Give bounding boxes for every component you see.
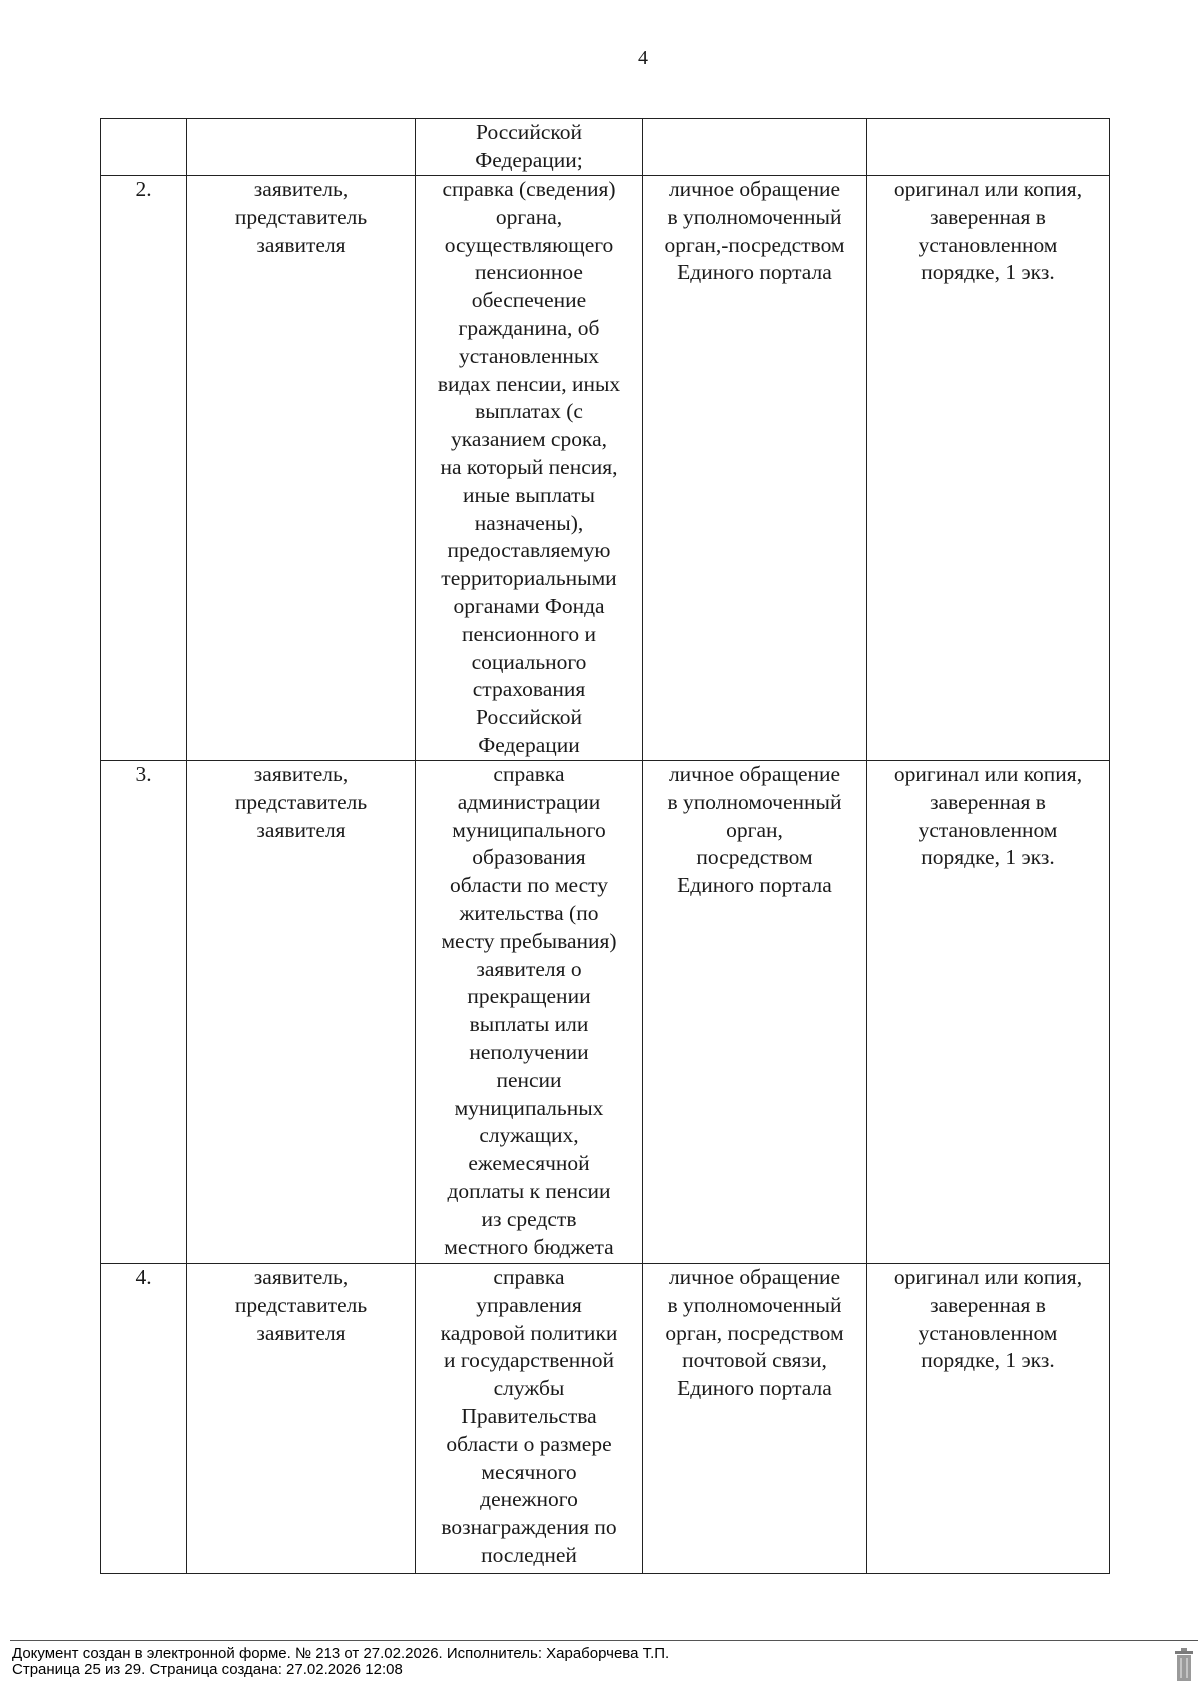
footer-divider	[10, 1640, 1198, 1641]
cell-document-form: оригинал или копия, заверенная в установленном порядке, 1 экз.	[867, 1264, 1110, 1574]
cell-number: 4.	[101, 1264, 187, 1574]
table-row-continuation	[101, 119, 1110, 176]
table-row	[101, 176, 1110, 761]
cell-document: справка (сведения) органа, осуществляющего пенсионное обеспечение гражданина, об установленных видах пенсии, иных выплатах (с указанием срока, на который пенсия, иные выплаты назначены), предоставляемую территориальными органами Фонда пенсионного и социального страхования Российской Федерации	[416, 176, 643, 761]
requirements-table	[100, 118, 1110, 1574]
document-footer	[12, 1646, 669, 1678]
cell-applicant	[187, 119, 416, 176]
cell-document-form	[867, 119, 1110, 176]
cell-submission-method	[643, 119, 867, 176]
cell-document: Российской Федерации;	[416, 119, 643, 176]
cell-document-form: оригинал или копия, заверенная в установленном порядке, 1 экз.	[867, 761, 1110, 1264]
cell-number: 3.	[101, 761, 187, 1264]
cell-submission-method: личное обращение в уполномоченный орган,-посредством Единого портала	[643, 176, 867, 761]
cell-document: справка управления кадровой политики и государственной службы Правительства области о размере месячного денежного вознаграждения по последней	[416, 1264, 643, 1574]
trash-icon[interactable]	[1174, 1648, 1194, 1682]
cell-document-form: оригинал или копия, заверенная в установленном порядке, 1 экз.	[867, 176, 1110, 761]
page-number: 4	[638, 47, 648, 69]
footer-document-info: Документ создан в электронной форме. № 213 от 27.02.2026. Исполнитель: Хараборчева Т.П.	[12, 1645, 670, 1662]
cell-document: справка администрации муниципального образования области по месту жительства (по месту пребывания) заявителя о прекращении выплаты или неполучении пенсии муниципальных служащих, ежемесячной доплаты к пенсии из средств местного бюджета	[416, 761, 643, 1264]
cell-number: 2.	[101, 176, 187, 761]
cell-submission-method: личное обращение в уполномоченный орган, посредством почтовой связи, Единого портала	[643, 1264, 867, 1574]
cell-applicant: заявитель, представитель заявителя	[187, 761, 416, 1264]
cell-submission-method: личное обращение в уполномоченный орган, посредством Единого портала	[643, 761, 867, 1264]
footer-page-info: Страница 25 из 29. Страница создана: 27.02.2026 12:08	[12, 1661, 403, 1678]
table-row	[101, 761, 1110, 1264]
cell-number	[101, 119, 187, 176]
cell-applicant: заявитель, представитель заявителя	[187, 1264, 416, 1574]
cell-applicant: заявитель, представитель заявителя	[187, 176, 416, 761]
table-row	[101, 1264, 1110, 1574]
